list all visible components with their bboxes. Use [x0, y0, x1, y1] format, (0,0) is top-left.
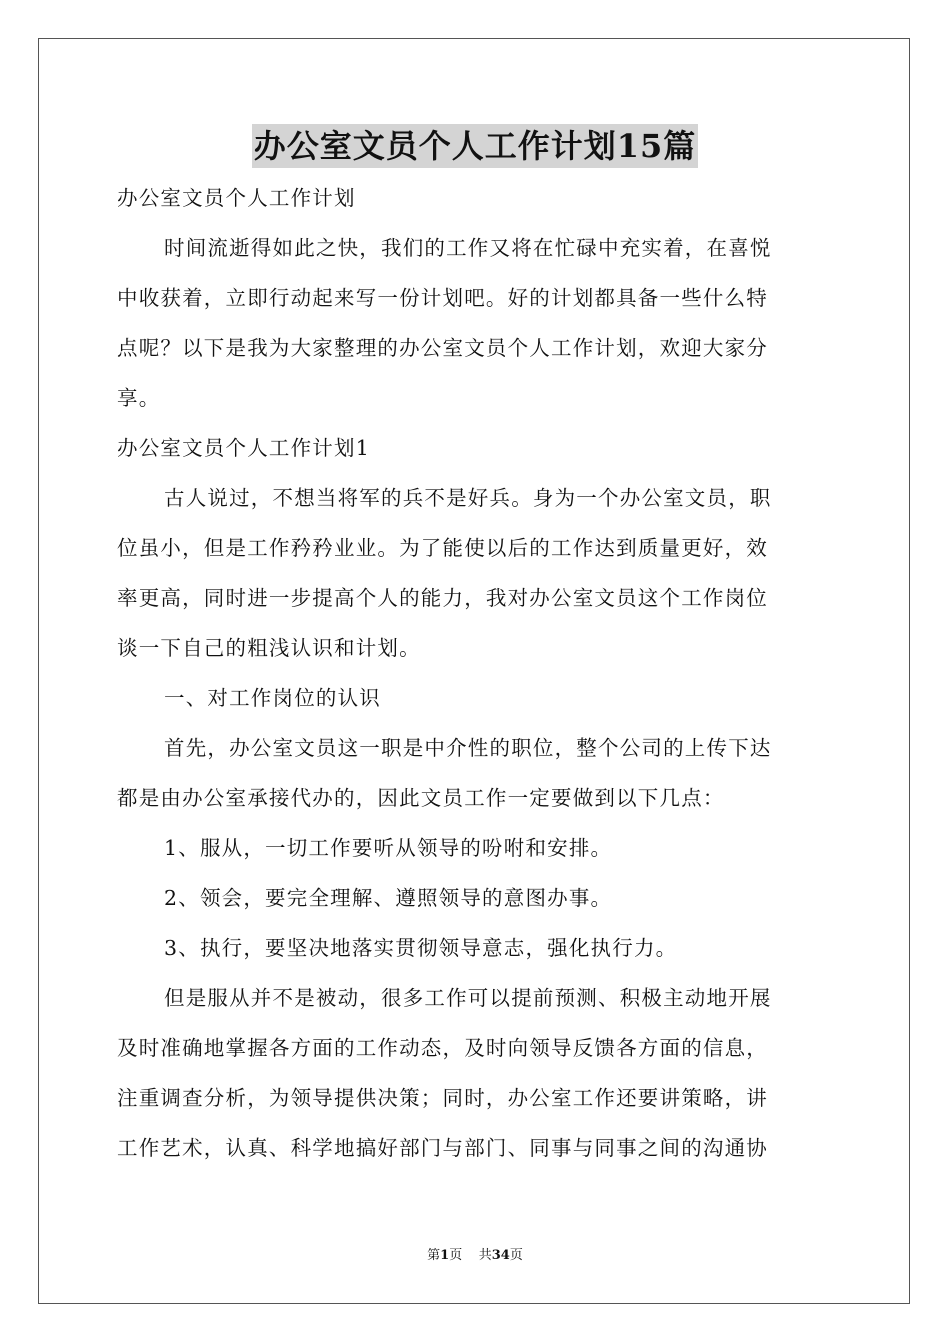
footer-page-number: 1 [440, 1248, 450, 1263]
text-line: 工作艺术，认真、科学地搞好部门与部门、同事与同事之间的沟通协 [117, 1136, 768, 1160]
text-line: 1、服从，一切工作要听从领导的吩咐和安排。 [164, 836, 613, 860]
footer-total-prefix: 共 [478, 1248, 492, 1263]
footer-page-prefix: 第 [427, 1248, 441, 1263]
text-line: 时间流逝得如此之快，我们的工作又将在忙碌中充实着，在喜悦 [164, 236, 772, 260]
text-line: 享。 [117, 386, 161, 410]
text-line: 首先，办公室文员这一职是中介性的职位，整个公司的上传下达 [164, 736, 772, 760]
footer-page-suffix: 页 [449, 1248, 463, 1263]
footer-total-suffix: 页 [509, 1248, 523, 1263]
text-line: 及时准确地掌握各方面的工作动态，及时向领导反馈各方面的信息， [117, 1036, 768, 1060]
text-line: 3、执行，要坚决地落实贯彻领导意志，强化执行力。 [164, 936, 678, 960]
text-line: 古人说过，不想当将军的兵不是好兵。身为一个办公室文员，职 [164, 486, 772, 510]
text-line: 2、领会，要完全理解、遵照领导的意图办事。 [164, 886, 613, 910]
text-line: 但是服从并不是被动，很多工作可以提前预测、积极主动地开展 [164, 986, 772, 1010]
text-line: 位虽小，但是工作矜矜业业。为了能使以后的工作达到质量更好，效 [117, 536, 768, 560]
text-line: 办公室文员个人工作计划 [117, 186, 356, 210]
document-body [117, 173, 833, 1173]
footer-total-pages: 34 [491, 1248, 510, 1263]
text-line: 率更高，同时进一步提高个人的能力，我对办公室文员这个工作岗位 [117, 586, 768, 610]
text-line: 注重调查分析，为领导提供决策；同时，办公室工作还要讲策略，讲 [117, 1086, 768, 1110]
text-line: 谈一下自己的粗浅认识和计划。 [117, 636, 421, 660]
document-title: 办公室文员个人工作计划15篇 [252, 124, 699, 168]
text-line: 都是由办公室承接代办的，因此文员工作一定要做到以下几点： [117, 786, 725, 810]
text-line: 办公室文员个人工作计划1 [117, 436, 370, 460]
title-container [0, 124, 950, 168]
text-line: 点呢？以下是我为大家整理的办公室文员个人工作计划，欢迎大家分 [117, 336, 768, 360]
text-line: 一、对工作岗位的认识 [164, 686, 381, 710]
text-line: 中收获着，立即行动起来写一份计划吧。好的计划都具备一些什么特 [117, 286, 768, 310]
page-footer [0, 1247, 950, 1265]
